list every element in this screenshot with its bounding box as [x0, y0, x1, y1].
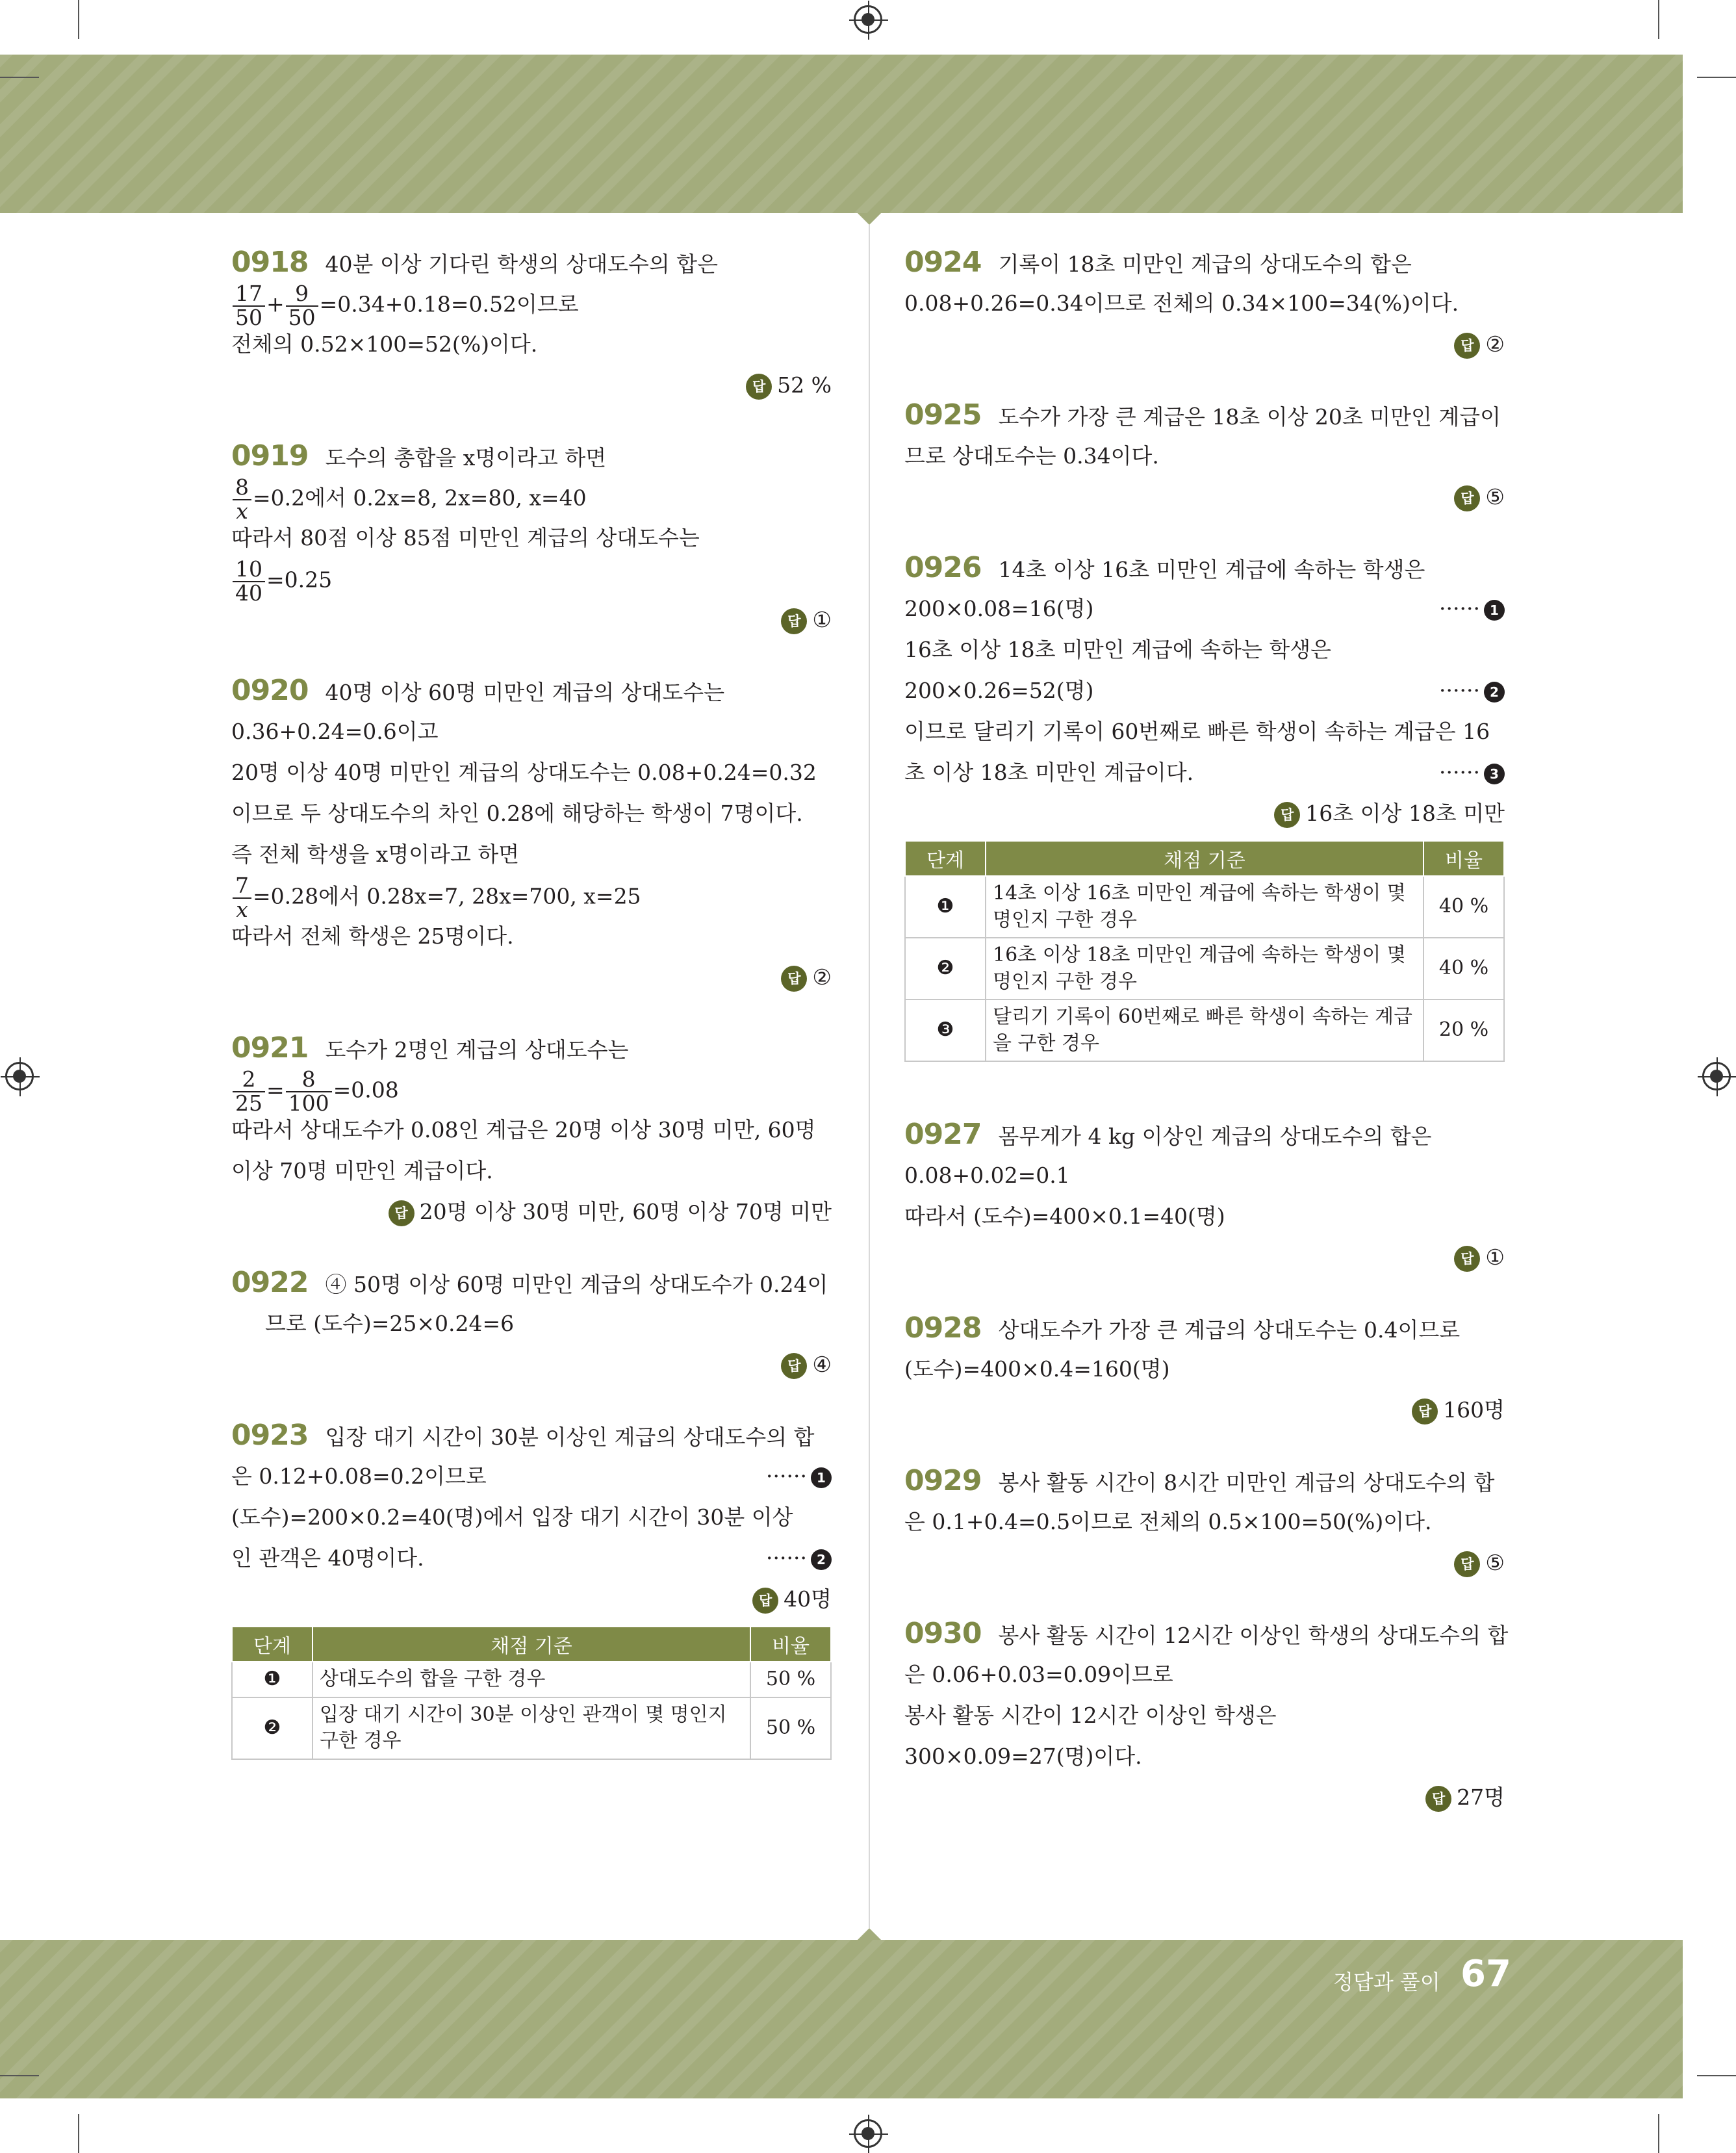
solution-text: (도수)=400×0.4=160(명): [904, 1356, 1170, 1382]
answer-badge-icon: 답: [1425, 1786, 1451, 1812]
table-row: [905, 999, 1504, 1061]
answer-badge-icon: 답: [781, 608, 807, 634]
fraction: $\frac{2}{25}$: [233, 1068, 265, 1115]
table-row: [905, 876, 1504, 938]
crop-mark: [1697, 77, 1736, 78]
problem-0928: [904, 1308, 1505, 1430]
step-marker: ······ 1: [766, 1456, 832, 1497]
table-cell: 50 %: [750, 1697, 831, 1759]
solution-text: 40명 이상 60명 미만인 계급의 상대도수는: [325, 680, 725, 705]
solution-text: 도수가 2명인 계급의 상대도수는: [325, 1037, 629, 1063]
table-row: [232, 1662, 831, 1697]
solution-text: 은 0.12+0.08=0.2이므로: [231, 1463, 487, 1489]
problem-0919: [231, 435, 832, 640]
answer-badge-icon: 답: [1412, 1399, 1438, 1425]
solution-text: 봉사 활동 시간이 12시간 이상인 학생의 상대도수의 합: [998, 1623, 1509, 1648]
solution-text: 므로 상대도수는 0.34이다.: [904, 443, 1159, 469]
solution-text: 20명 이상 40명 미만인 계급의 상대도수는 0.08+0.24=0.32: [231, 760, 817, 785]
problem-0920: [231, 670, 832, 998]
solution-text: 이므로 두 상대도수의 차인 0.28에 해당하는 학생이 7명이다.: [231, 801, 803, 826]
table-cell: 상대도수의 합을 구한 경우: [313, 1662, 750, 1697]
header-notch: [858, 213, 881, 225]
problem-0921: [231, 1027, 832, 1232]
solution-text: 0.08+0.26=0.34이므로 전체의 0.34×100=34(%)이다.: [904, 290, 1459, 316]
problem-0924: [904, 242, 1505, 365]
fraction: $\frac{17}{50}$: [233, 283, 265, 329]
answer: 답 ⑤: [904, 476, 1505, 517]
table-header: 단계: [905, 841, 986, 876]
table-cell: ❷: [232, 1697, 313, 1759]
problem-number: 0920: [231, 674, 309, 707]
solution-text: 상대도수가 가장 큰 계급의 상대도수는 0.4이므로: [998, 1317, 1461, 1343]
solution-text: 초 이상 18초 미만인 계급이다.: [904, 760, 1194, 785]
solution-text: 전체의 0.52×100=52(%)이다.: [231, 331, 538, 357]
footer-notch: [858, 1928, 881, 1940]
solution-text: 므로 (도수)=25×0.24=6: [265, 1311, 515, 1336]
registration-mark-icon: [5, 1062, 34, 1090]
answer-badge-icon: 답: [1454, 485, 1480, 511]
solution-text: 이상 70명 미만인 계급이다.: [231, 1158, 493, 1183]
answer: 답 160명: [904, 1389, 1505, 1430]
crop-mark: [1658, 2114, 1659, 2153]
table-cell: 40 %: [1423, 876, 1504, 938]
solution-text: 200×0.08=16(명): [904, 596, 1094, 621]
fraction: $\frac{10}{40}$: [233, 558, 265, 604]
answer-badge-icon: 답: [1454, 1551, 1480, 1577]
answer: 답 16초 이상 18초 미만: [904, 793, 1505, 834]
solution-text: 몸무게가 4 kg 이상인 계급의 상대도수의 합은: [998, 1124, 1432, 1149]
fraction: $\frac{7}{x}$: [233, 875, 251, 921]
table-header: 채점 기준: [313, 1627, 750, 1662]
column-divider: [869, 225, 870, 1928]
table-row: [232, 1697, 831, 1759]
step-marker: ······ 2: [1439, 670, 1505, 711]
fraction: $\frac{8}{100}$: [286, 1068, 332, 1115]
solution-text: 은 0.06+0.03=0.09이므로: [904, 1662, 1173, 1687]
problem-number: 0924: [904, 246, 982, 279]
step-marker: ······ 3: [1439, 752, 1505, 793]
page-number: 67: [1461, 1953, 1511, 1995]
table-header: 비율: [750, 1627, 831, 1662]
left-column: [231, 242, 832, 1760]
table-cell: ❷: [905, 938, 986, 999]
table-cell: 40 %: [1423, 938, 1504, 999]
answer: 답 ⑤: [904, 1542, 1505, 1583]
table-cell: 달리기 기록이 60번째로 빠른 학생이 속하는 계급을 구한 경우: [986, 999, 1423, 1061]
solution-text: 40분 이상 기다린 학생의 상대도수의 합은: [325, 251, 718, 277]
problem-0922: [231, 1262, 832, 1385]
crop-mark: [0, 2075, 39, 2076]
operator: =: [266, 1077, 285, 1103]
step-marker: ······ 1: [1439, 588, 1505, 629]
header-band: [0, 55, 1683, 213]
crop-mark: [1697, 2075, 1736, 2076]
registration-mark-icon: [854, 2119, 882, 2148]
crop-mark: [0, 77, 39, 78]
problem-number: 0928: [904, 1311, 982, 1345]
answer: 답 ①: [904, 1237, 1505, 1278]
crop-mark: [78, 0, 79, 39]
answer-badge-icon: 답: [781, 966, 807, 992]
right-column: [904, 242, 1509, 1818]
answer-badge-icon: 답: [752, 1588, 778, 1614]
step-marker: ······ 2: [766, 1538, 832, 1579]
table-cell: 20 %: [1423, 999, 1504, 1061]
table-header: 채점 기준: [986, 841, 1423, 876]
scoring-table: [904, 840, 1505, 1062]
table-header: 비율: [1423, 841, 1504, 876]
problem-number: 0927: [904, 1118, 982, 1151]
problem-number: 0921: [231, 1031, 309, 1064]
solution-text: =0.28에서 0.28x=7, 28x=700, x=25: [253, 883, 641, 909]
answer: 답 ①: [231, 599, 832, 640]
problem-number: 0918: [231, 246, 309, 279]
problem-number: 0930: [904, 1617, 982, 1650]
problem-number: 0919: [231, 439, 309, 472]
answer: 답 20명 이상 30명 미만, 60명 이상 70명 미만: [231, 1191, 832, 1232]
problem-0930: [904, 1613, 1509, 1818]
problem-0927: [904, 1114, 1505, 1278]
answer: 답 52 %: [231, 365, 832, 406]
table-cell: ❸: [905, 999, 986, 1061]
solution-text: 14초 이상 16초 미만인 계급에 속하는 학생은: [998, 557, 1425, 582]
table-cell: 50 %: [750, 1662, 831, 1697]
answer-badge-icon: 답: [1274, 802, 1300, 828]
problem-0923: [231, 1415, 832, 1760]
problem-number: 0929: [904, 1464, 982, 1497]
solution-text: 따라서 상대도수가 0.08인 계급은 20명 이상 30명 미만, 60명: [231, 1117, 816, 1142]
footer-label: 정답과 풀이: [1333, 1970, 1440, 1994]
table-cell: ❶: [905, 876, 986, 938]
solution-text: 이므로 달리기 기록이 60번째로 빠른 학생이 속하는 계급은 16: [904, 719, 1490, 744]
solution-text: 인 관객은 40명이다.: [231, 1545, 424, 1571]
solution-text: 따라서 80점 이상 85점 미만인 계급의 상대도수는: [231, 525, 700, 550]
solution-text: 따라서 전체 학생은 25명이다.: [231, 923, 514, 949]
solution-text: 입장 대기 시간이 30분 이상인 계급의 상대도수의 합: [325, 1425, 815, 1450]
solution-text: 봉사 활동 시간이 8시간 미만인 계급의 상대도수의 합: [998, 1470, 1495, 1495]
table-header: 단계: [232, 1627, 313, 1662]
answer-badge-icon: 답: [1454, 1246, 1480, 1272]
problem-0929: [904, 1460, 1505, 1583]
answer-badge-icon: 답: [746, 374, 772, 400]
crop-mark: [1658, 0, 1659, 39]
table-row: [905, 938, 1504, 999]
operator: +: [266, 291, 285, 317]
registration-mark-icon: [1702, 1062, 1731, 1090]
table-cell: 14초 이상 16초 미만인 계급에 속하는 학생이 몇 명인지 구한 경우: [986, 876, 1423, 938]
solution-text: 봉사 활동 시간이 12시간 이상인 학생은: [904, 1703, 1277, 1728]
solution-text: 300×0.09=27(명)이다.: [904, 1744, 1142, 1769]
solution-text: 0.08+0.02=0.1: [904, 1163, 1070, 1188]
answer: 답 ④: [231, 1344, 832, 1385]
scoring-table: [231, 1626, 832, 1760]
answer: 답 ②: [904, 324, 1505, 365]
table-cell: 16초 이상 18초 미만인 계급에 속하는 학생이 몇 명인지 구한 경우: [986, 938, 1423, 999]
solution-text: 0.36+0.24=0.6이고: [231, 719, 439, 744]
fraction: $\frac{8}{x}$: [233, 476, 251, 522]
answer: 답 40명: [231, 1579, 832, 1619]
solution-text: 16초 이상 18초 미만인 계급에 속하는 학생은: [904, 637, 1331, 662]
solution-text: 도수가 가장 큰 계급은 18초 이상 20초 미만인 계급이: [998, 404, 1501, 430]
problem-number: 0922: [231, 1266, 309, 1299]
solution-text: =0.34+0.18=0.52이므로: [319, 291, 579, 317]
problem-number: 0926: [904, 551, 982, 584]
solution-text: =0.2에서 0.2x=8, 2x=80, x=40: [253, 485, 587, 511]
solution-text: =0.25: [266, 567, 333, 593]
crop-mark: [78, 2114, 79, 2153]
solution-text: 은 0.1+0.4=0.5이므로 전체의 0.5×100=50(%)이다.: [904, 1509, 1432, 1534]
solution-text: 200×0.26=52(명): [904, 678, 1094, 703]
solution-text: =0.08: [333, 1077, 399, 1103]
problem-0918: [231, 242, 832, 406]
problem-number: 0925: [904, 398, 982, 432]
problem-number: 0923: [231, 1419, 309, 1452]
answer: 답 ②: [231, 957, 832, 998]
table-cell: 입장 대기 시간이 30분 이상인 관객이 몇 명인지 구한 경우: [313, 1697, 750, 1759]
problem-0926: [904, 547, 1505, 1062]
answer-badge-icon: 답: [389, 1200, 415, 1226]
fraction: $\frac{9}{50}$: [286, 283, 318, 329]
problem-0925: [904, 394, 1505, 517]
solution-text: 따라서 (도수)=400×0.1=40(명): [904, 1204, 1225, 1229]
answer-badge-icon: 답: [781, 1353, 807, 1379]
footer-band: [0, 1940, 1683, 2098]
registration-mark-icon: [854, 5, 882, 34]
table-cell: ❶: [232, 1662, 313, 1697]
solution-text: 도수의 총합을 x명이라고 하면: [325, 445, 607, 471]
solution-text: 즉 전체 학생을 x명이라고 하면: [231, 842, 520, 867]
solution-text: ④ 50명 이상 60명 미만인 계급의 상대도수가 0.24이: [325, 1272, 828, 1297]
answer-badge-icon: 답: [1454, 333, 1480, 359]
solution-text: (도수)=200×0.2=40(명)에서 입장 대기 시간이 30분 이상: [231, 1504, 793, 1530]
solution-text: 기록이 18초 미만인 계급의 상대도수의 합은: [998, 251, 1412, 277]
answer: 답 27명: [904, 1777, 1505, 1818]
